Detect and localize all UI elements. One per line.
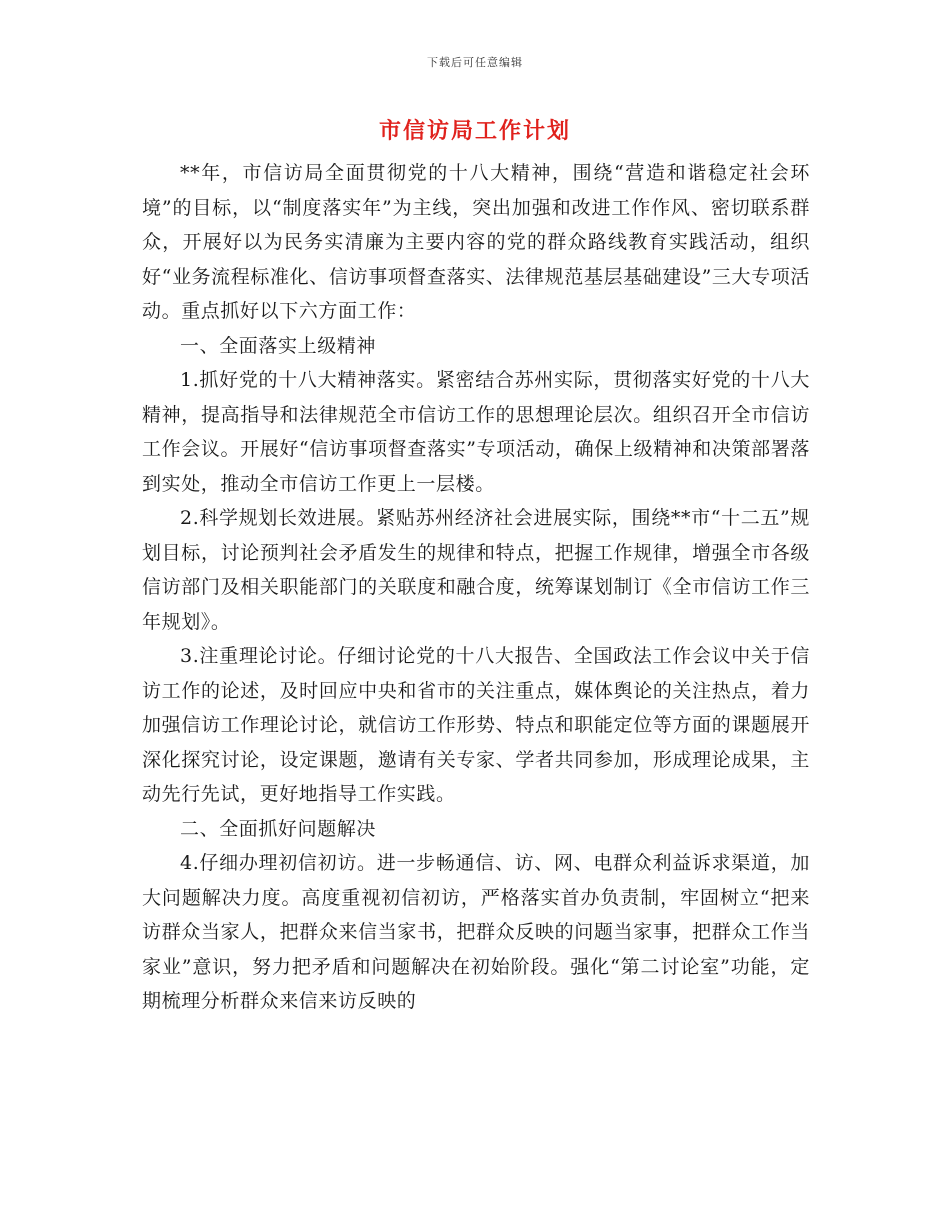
item-paragraph-4: 4.仔细办理初信初访。进一步畅通信、访、网、电群众利益诉求渠道，加大问题解决力度。高度重视初信初访，严格落实首办负责制，牢固树立“把来访群众当家人，把群众来信当家书，把群众反映的问题当家事，把群众工作当家业”意识，努力把矛盾和问题解决在初始阶段。强化“第二讨论室”功能，定期梳理分析群众来信来访反映的	[142, 852, 810, 1012]
intro-paragraph: **年，市信访局全面贯彻党的十八大精神，围绕“营造和谐稳定社会环境”的目标，以“制度落实年”为主线，突出加强和改进工作作风、密切联系群众，开展好以为民务实清廉为主要内容的党的群众路线教育实践活动，组织好“业务流程标准化、信访事项督查落实、法律规范基层基础建设”三大专项活动。重点抓好以下六方面工作：	[142, 162, 810, 322]
document-body	[142, 156, 810, 1019]
document-title: 市信访局工作计划	[378, 118, 571, 144]
item-paragraph-1: 1.抓好党的十八大精神落实。紧密结合苏州实际，贯彻落实好党的十八大精神，提高指导和法律规范全市信访工作的思想理论层次。组织召开全市信访工作会议。开展好“信访事项督查落实”专项活动，确保上级精神和决策部署落到实处，推动全市信访工作更上一层楼。	[142, 369, 810, 495]
item-paragraph-3: 3.注重理论讨论。仔细讨论党的十八大报告、全国政法工作会议中关于信访工作的论述，及时回应中央和省市的关注重点，媒体舆论的关注热点，着力加强信访工作理论讨论，就信访工作形势、特点和职能定位等方面的课题展开深化探究讨论，设定课题，邀请有关专家、学者共同参加，形成理论成果，主动先行先试，更好地指导工作实践。	[142, 645, 810, 805]
section-heading-1: 一、全面落实上级精神	[180, 334, 377, 357]
section-heading-2: 二、全面抓好问题解决	[180, 817, 377, 840]
page-header: 下载后可任意编辑	[427, 56, 523, 69]
item-paragraph-2: 2.科学规划长效进展。紧贴苏州经济社会进展实际，围绕**市“十二五”规划目标，讨论预判社会矛盾发生的规律和特点，把握工作规律，增强全市各级信访部门及相关职能部门的关联度和融合度，统筹谋划制订《全市信访工作三年规划》。	[142, 507, 810, 633]
